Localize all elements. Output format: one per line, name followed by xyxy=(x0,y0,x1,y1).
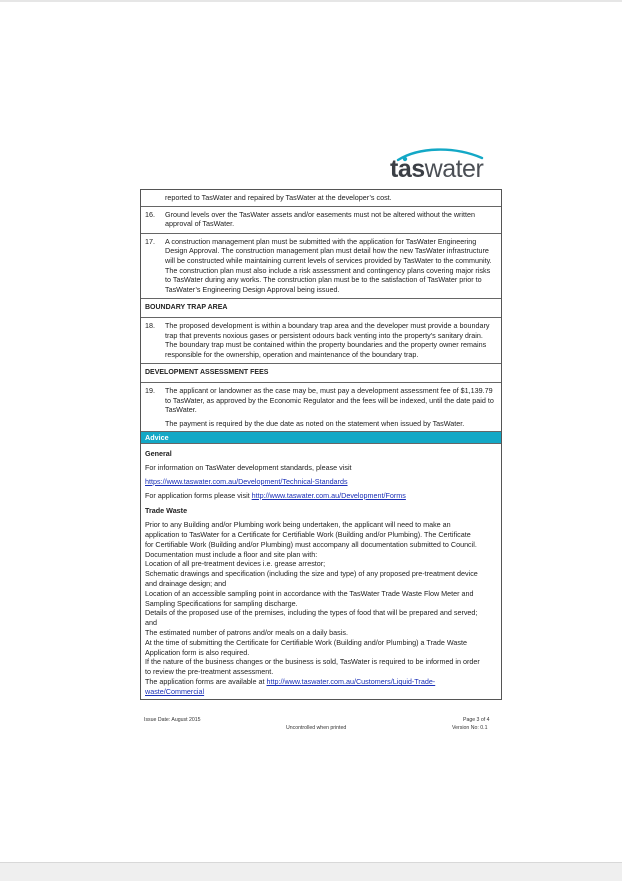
page-bottom-edge xyxy=(0,862,622,881)
list-item xyxy=(145,237,497,295)
trade-waste-heading: Trade Waste xyxy=(145,506,188,516)
issue-date: Issue Date: August 2015 xyxy=(144,717,201,723)
section-heading: BOUNDARY TRAP AREA xyxy=(145,304,228,312)
trade-waste-line: Sampling Specifications for sampling discharge. xyxy=(145,598,298,608)
trade-waste-line: The estimated number of patrons and/or meals on a daily basis. xyxy=(145,628,348,638)
final-word: The xyxy=(145,677,158,687)
trade-waste-line: and drainage design; and xyxy=(145,579,227,589)
trade-waste-line: Location of all pre-treatment devices i.e. grease arrestor; xyxy=(145,559,326,569)
trade-waste-body xyxy=(145,520,497,696)
list-item xyxy=(145,321,497,359)
advice-section xyxy=(141,444,501,698)
list-item xyxy=(145,386,497,415)
forms-link[interactable]: http://www.taswater.com.au/Development/Forms xyxy=(251,490,406,500)
trade-waste-line: Documentation must include a floor and site plan with: xyxy=(145,549,318,559)
section-heading: DEVELOPMENT ASSESSMENT FEES xyxy=(145,369,269,377)
trade-waste-line: to review the pre-treatment assessment. xyxy=(145,667,274,677)
item-number: 18. xyxy=(145,320,155,330)
final-forms-line xyxy=(145,677,497,687)
condition-18 xyxy=(141,318,501,364)
item-text: The proposed development is within a boundary trap area and the developer must provide a boundary trap that prevents noxious gases or persistent odours back venting into the property’s sanitary drain. The boundary trap must be contained within the property boundaries and the property owner remains responsible for the ownership, operation and maintenance of the boundary trap. xyxy=(165,320,490,359)
forms-text: For application forms please visit xyxy=(145,490,252,500)
trade-waste-line: and xyxy=(145,618,157,628)
technical-standards-link[interactable]: https://www.taswater.com.au/Development/Technical-Standards xyxy=(145,476,348,486)
fees-section xyxy=(141,364,501,383)
general-heading: General xyxy=(145,449,172,459)
logo-wordmark: taswater xyxy=(390,155,484,183)
list-item xyxy=(145,210,497,229)
taswater-logo xyxy=(390,148,490,186)
condition-17 xyxy=(141,234,501,300)
item-text: The applicant or landowner as the case may be, must pay a development assessment fee of $1,139.79 to TasWater, as approved by the Economic Regulator and the fees will be indexed, until the date paid to TasWater. xyxy=(165,385,494,415)
page-top-edge xyxy=(0,0,622,2)
link-continuation xyxy=(145,687,497,697)
page-number: Page 3 of 4 xyxy=(463,717,490,723)
trade-waste-line: Location of an accessible sampling point in accordance with the TasWater Trade Waste Flow Meter and xyxy=(145,588,474,598)
uncontrolled-notice: Uncontrolled when printed xyxy=(286,725,347,731)
advice-header: Advice xyxy=(141,432,501,444)
final-word: application xyxy=(159,677,194,687)
trade-waste-line: Prior to any Building and/or Plumbing work being undertaken, the applicant will need to make an xyxy=(145,520,451,530)
trade-waste-line: for Certifiable Work (Building and/or Plumbing) must accompany all documentation submitted to Council. xyxy=(145,539,477,549)
item-number: 19. xyxy=(145,385,155,395)
trade-waste-line: Application form is also required. xyxy=(145,647,250,657)
item-number: 16. xyxy=(145,209,155,219)
forms-paragraph xyxy=(145,491,497,501)
condition-16 xyxy=(141,207,501,234)
trade-waste-line: application to TasWater for a Certificate for Certifiable Work (Building and/or Plumbing). The Certificate xyxy=(145,530,471,540)
item-text: A construction management plan must be submitted with the application for TasWater Engineering Design Approval. The construction management plan must detail how the new TasWater infrastructure will be constructed while maintaining current levels of services provided by TasWater to the community. The construction plan must also include a risk assessment and contingency plans covering major risks to TasWater during any works. The construction plan must be to the satisfaction of TasWater prior to TasWater’s Engineering Design Approval being issued. xyxy=(165,236,492,294)
liquid-trade-waste-link[interactable]: http://www.taswater.com.au/Customers/Liquid-Trade- xyxy=(266,677,436,687)
carry-over-text: reported to TasWater and repaired by TasWater at the developer’s cost. xyxy=(165,193,392,202)
trade-waste-line: Schematic drawings and specification (including the size and type) of any proposed pre-treatment device xyxy=(145,569,478,579)
conditions-frame xyxy=(140,189,502,700)
boundary-trap-section xyxy=(141,299,501,318)
liquid-trade-waste-link-end[interactable]: waste/Commercial xyxy=(145,686,205,696)
condition-19 xyxy=(141,383,501,432)
standards-text: For information on TasWater development standards, please visit xyxy=(145,463,352,473)
trade-waste-line: If the nature of the business changes or the business is sold, TasWater is required to be informed in order xyxy=(145,657,480,667)
final-word: available xyxy=(228,677,257,687)
version-number: Version No: 0.1 xyxy=(452,725,488,731)
item-text: Ground levels over the TasWater assets and/or easements must not be altered without the written approval of TasWater. xyxy=(165,209,476,229)
trade-waste-line: At the time of submitting the Certificate for Certifiable Work (Building and/or Plumbing) a Trade Waste xyxy=(145,637,467,647)
final-word: are xyxy=(215,677,227,687)
payment-note: The payment is required by the due date as noted on the statement when issued by TasWater. xyxy=(165,418,465,428)
condition-15-continued xyxy=(141,190,501,207)
final-word: forms xyxy=(195,677,214,687)
final-word: at xyxy=(258,677,265,687)
trade-waste-line: Details of the proposed use of the premises, including the types of food that will be prepared and served; xyxy=(145,608,478,618)
item-number: 17. xyxy=(145,236,155,246)
